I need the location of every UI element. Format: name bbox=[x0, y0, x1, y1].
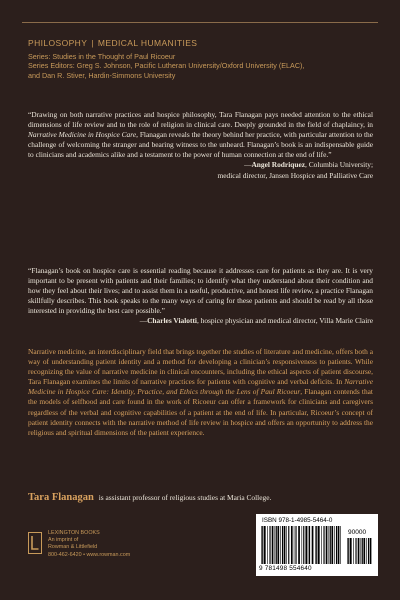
barcode-bar bbox=[302, 526, 303, 564]
quote-book-title: Narrative Medicine in Hospice Care bbox=[28, 130, 137, 140]
barcode-bar bbox=[262, 526, 263, 564]
barcode-bar bbox=[323, 526, 324, 564]
barcode-bar bbox=[288, 526, 289, 564]
barcode-bar bbox=[277, 526, 279, 564]
category-philosophy: PHILOSOPHY bbox=[28, 38, 88, 48]
barcode-bar bbox=[264, 526, 266, 564]
barcode-bar bbox=[316, 526, 317, 564]
lexington-books-logo bbox=[28, 532, 42, 554]
top-divider bbox=[22, 22, 378, 23]
barcode-bar bbox=[294, 526, 295, 564]
endorser-affiliation: , Columbia University; bbox=[305, 160, 373, 170]
barcode-bar bbox=[348, 538, 349, 564]
barcode-bar bbox=[330, 526, 331, 564]
barcode-bar bbox=[326, 526, 328, 564]
endorsement-attribution bbox=[28, 160, 373, 170]
endorsement-quote bbox=[28, 110, 373, 160]
publisher-block bbox=[28, 530, 148, 574]
barcode-bar bbox=[272, 526, 274, 564]
description-book-title: Narrative Medicine in Hospice Care: Identity, Practice, and Ethics through the Lens of Paul Ricoeur bbox=[28, 377, 373, 397]
category-separator: | bbox=[91, 38, 94, 48]
barcode-bar bbox=[318, 526, 320, 564]
barcode-bar bbox=[312, 526, 314, 564]
barcode-bar bbox=[331, 526, 333, 564]
series-editors-line-2: and Dan R. Stiver, Hardin-Simmons University bbox=[28, 70, 176, 80]
author-bio bbox=[28, 492, 373, 503]
barcode-bar bbox=[338, 526, 340, 564]
barcode-bar bbox=[358, 538, 360, 564]
barcode-bar bbox=[347, 538, 348, 564]
barcode-bar bbox=[329, 526, 330, 564]
publisher-text bbox=[48, 530, 130, 559]
series-editors-line: Series Editors: Greg S. Johnson, Pacific Lutheran University/Oxford University (ELAC), bbox=[28, 61, 305, 71]
endorsement-attribution bbox=[28, 316, 373, 326]
barcode-bar bbox=[305, 526, 307, 564]
author-bio-text: is assistant professor of religious studies at Maria College. bbox=[98, 493, 272, 502]
series-line: Series: Studies in the Thought of Paul Ricoeur bbox=[28, 52, 176, 61]
publisher-name: LEXINGTON BOOKS bbox=[48, 530, 100, 536]
barcode-bar bbox=[269, 526, 270, 564]
endorsement-1 bbox=[28, 110, 373, 181]
barcode-digits: 9 781498 554640 bbox=[259, 565, 312, 572]
barcode-bar bbox=[361, 538, 362, 564]
endorsement-quote: “Flanagan’s book on hospice care is essential reading because it addresses care for patients as they are. It is very important to be present with patients and their families; to identify what they understand about their condition and how they feel about their lives; and to assist them in a useful, productive, and honest life review, a practice Flanagan skillfully describes. This book speaks to the many ways of caring for these patients and should be read by all those interested in providing the best care possible.” bbox=[28, 266, 373, 316]
attribution-dash: — bbox=[139, 316, 148, 326]
barcode-bar bbox=[309, 526, 310, 564]
barcode-bar bbox=[267, 526, 268, 564]
barcode-bar bbox=[321, 526, 322, 564]
barcode-bar bbox=[370, 538, 372, 564]
barcode-bar bbox=[350, 538, 352, 564]
series-info bbox=[28, 52, 373, 80]
barcode-bar bbox=[336, 526, 337, 564]
barcode-bar bbox=[291, 526, 293, 564]
ean-barcode bbox=[260, 526, 344, 564]
barcode-bar bbox=[334, 526, 335, 564]
barcode-bar bbox=[355, 538, 356, 564]
barcode-bar bbox=[298, 526, 300, 564]
endorser-name: Angel Rodriquez bbox=[251, 160, 306, 170]
barcode-bar bbox=[286, 526, 287, 564]
endorsement-2 bbox=[28, 266, 373, 327]
barcode-bar bbox=[368, 538, 369, 564]
barcode-bar bbox=[315, 526, 316, 564]
barcode-bar bbox=[308, 526, 309, 564]
attribution-dash: — bbox=[244, 160, 252, 170]
barcode-bar bbox=[261, 526, 262, 564]
barcode-bar bbox=[295, 526, 296, 564]
barcode-bar bbox=[280, 526, 281, 564]
publisher-imprint: An imprint of bbox=[48, 537, 79, 544]
quote-text-cont: , Flanagan reveals the theory behind her practice, with particular attention to the challenge of welcoming the stranger and bearing witness to the unheard. Flanagan’s book is an indispensable guide to clinicians and academics alike and a testament to the power of human connection at the end of life.” bbox=[28, 130, 373, 160]
barcode-bar bbox=[282, 526, 283, 564]
description-text-cont: , Flanagan contends that the models of selfhood and care found in the work of Ricoeur can offer a framework for clinicians and caregivers regardless of the verbal and cognitive capabilities of a patient at the end of life. In particular, Ricoeur’s concept of patient identity connects with the narrative method of life review in hospice and offers an opportunity to address the religious and spiritual dimensions of the patient experience. bbox=[28, 387, 373, 437]
barcode-bar bbox=[353, 538, 354, 564]
barcode-bar bbox=[340, 526, 341, 564]
endorsement-attribution-2: medical director, Jansen Hospice and Palliative Care bbox=[217, 170, 373, 180]
barcode-bar bbox=[366, 538, 367, 564]
barcode-bar bbox=[276, 526, 277, 564]
quote-text: “Drawing on both narrative practices and hospice philosophy, Tara Flanagan pays needed attention to the ethical dimensions of life review and to the role of religion in clinical care. Deeply grounded in the field of chaplaincy, in bbox=[28, 110, 373, 130]
barcode-bar bbox=[303, 526, 304, 564]
isbn-label: ISBN 978-1-4985-5464-0 bbox=[262, 517, 333, 524]
barcode-panel bbox=[256, 514, 378, 576]
price-barcode bbox=[346, 538, 374, 564]
barcode-bar bbox=[363, 538, 365, 564]
subject-category bbox=[28, 38, 197, 48]
barcode-bar bbox=[284, 526, 286, 564]
category-medical-humanities: MEDICAL HUMANITIES bbox=[97, 38, 198, 48]
endorser-affiliation: , hospice physician and medical director, Villa Marie Claire bbox=[196, 316, 373, 326]
book-description bbox=[28, 347, 373, 438]
price-code: 90000 bbox=[348, 529, 367, 536]
barcode-bar bbox=[275, 526, 276, 564]
barcode-bar bbox=[362, 538, 363, 564]
endorser-name: Charles Vialotti bbox=[147, 316, 197, 326]
publisher-parent: Rowman & Littlefield bbox=[48, 544, 98, 551]
publisher-contact: 800-462-6420 • www.rowman.com bbox=[48, 551, 131, 558]
description-text: Narrative medicine, an interdisciplinary field that brings together the studies of literature and medicine, offers both a way of understanding patient identity and a method for developing a clinician’s responsiveness to patients. While recognizing the value of narrative medicine in clinical encounters, including the ethical aspects of patient discourse, Tara Flanagan examines the limits of narrative practices for patients with cognitive and verbal deficits. In bbox=[28, 347, 373, 387]
author-name: Tara Flanagan bbox=[28, 492, 94, 503]
